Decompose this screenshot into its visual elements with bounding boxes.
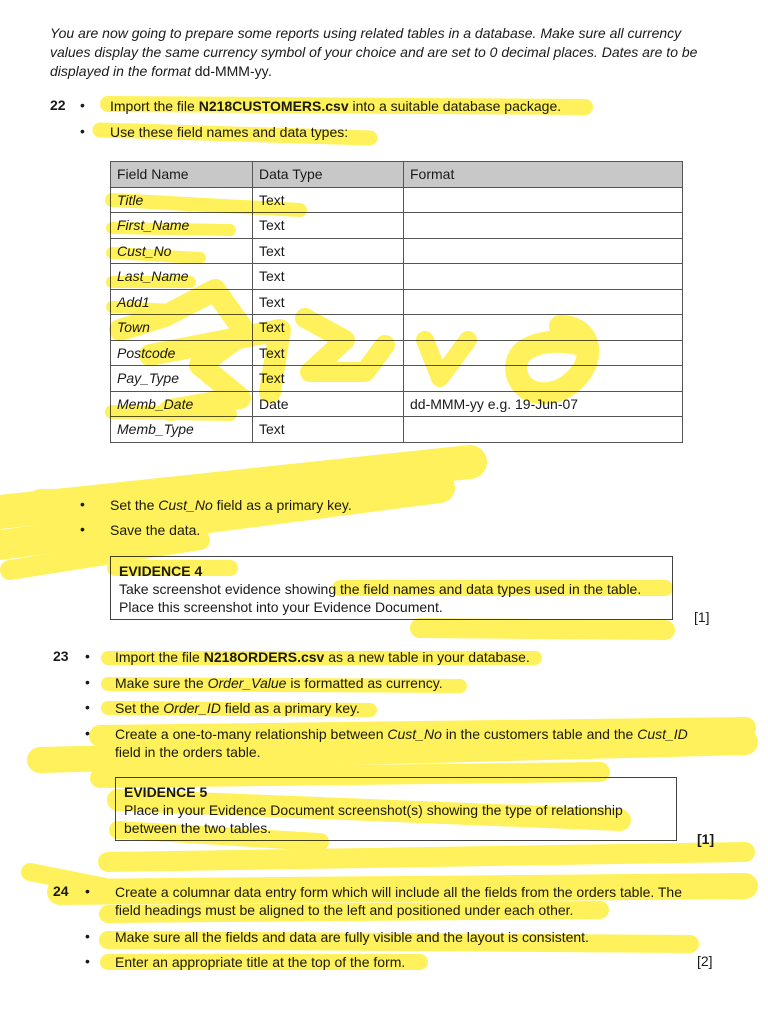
q24-title-instruction: Enter an appropriate title at the top of the form. — [115, 954, 406, 970]
evidence-4-marks: [1] — [694, 609, 710, 625]
table-row — [111, 391, 683, 417]
evidence-5-title: EVIDENCE 5 — [124, 784, 208, 800]
evidence-4-line-2: Place this screenshot into your Evidence Document. — [119, 599, 443, 615]
field-name-cell: First_Name — [111, 213, 253, 239]
table-row — [111, 417, 683, 443]
q23-relationship-field-2: Cust_ID — [637, 726, 688, 742]
q24-marks: [2] — [697, 953, 713, 969]
question-number-24: 24 — [53, 883, 69, 899]
evidence-4-title: EVIDENCE 4 — [119, 563, 203, 579]
q22-primary-key-instruction: Set the Cust_No field as a primary key. — [110, 497, 352, 513]
format-cell — [404, 213, 683, 239]
q24-form-instruction-cont: field headings must be aligned to the left and positioned under each other. — [115, 902, 574, 918]
column-header-format: Format — [404, 162, 683, 188]
data-type-cell: Text — [253, 289, 404, 315]
bullet: • — [85, 953, 90, 969]
q22-primary-key-field: Cust_No — [158, 497, 213, 513]
table-row — [111, 213, 683, 239]
q23-import-instruction: Import the file N218ORDERS.csv as a new table in your database. — [115, 649, 530, 665]
bullet: • — [80, 496, 85, 512]
format-cell — [404, 417, 683, 443]
format-cell — [404, 289, 683, 315]
format-cell — [404, 238, 683, 264]
bullet: • — [80, 123, 85, 139]
q23-currency-instruction: Make sure the Order_Value is formatted as currency. — [115, 675, 443, 691]
table-row — [111, 366, 683, 392]
q23-relationship-instruction: Create a one-to-many relationship between Cust_No in the customers table and the Cust_ID — [115, 726, 688, 742]
table-row — [111, 238, 683, 264]
intro-date-format: dd-MMM-yy — [194, 63, 269, 79]
column-header-data-type: Data Type — [253, 162, 404, 188]
bullet: • — [85, 928, 90, 944]
question-number-22: 22 — [50, 97, 66, 113]
format-cell — [404, 187, 683, 213]
evidence-5-box — [115, 777, 677, 841]
bullet: • — [85, 883, 90, 899]
q24-form-instruction: Create a columnar data entry form which will include all the fields from the orders table. The — [115, 884, 683, 900]
data-type-cell: Text — [253, 187, 404, 213]
format-cell: dd-MMM-yy e.g. 19-Jun-07 — [404, 391, 683, 417]
data-type-cell: Text — [253, 417, 404, 443]
field-name-cell: Pay_Type — [111, 366, 253, 392]
field-name-cell: Cust_No — [111, 238, 253, 264]
q22-import-filename: N218CUSTOMERS.csv — [198, 98, 349, 114]
q22-import-instruction: Import the file N218CUSTOMERS.csv into a suitable database package. — [110, 98, 562, 114]
intro-period: . — [268, 63, 273, 79]
data-type-cell: Text — [253, 238, 404, 264]
field-definitions-table — [110, 161, 683, 443]
data-type-cell: Text — [253, 315, 404, 341]
table-row — [111, 340, 683, 366]
table-row — [111, 289, 683, 315]
data-type-cell: Text — [253, 340, 404, 366]
q22-save-instruction: Save the data. — [110, 522, 201, 538]
evidence-5-line-2: between the two tables. — [124, 820, 272, 836]
bullet: • — [80, 97, 85, 113]
data-type-cell: Date — [253, 391, 404, 417]
data-type-cell: Text — [253, 366, 404, 392]
table-row — [111, 315, 683, 341]
q23-relationship-field-1: Cust_No — [387, 726, 442, 742]
format-cell — [404, 315, 683, 341]
table-row — [111, 187, 683, 213]
data-type-cell: Text — [253, 213, 404, 239]
intro-text: You are now going to prepare some reports using related tables in a database. Make sure all currency values display the same currency symbol of your choice and are set to 0 decimal places. Dates are to be displayed in the format — [50, 25, 698, 79]
q23-primary-key-instruction: Set the Order_ID field as a primary key. — [115, 700, 360, 716]
column-header-field-name: Field Name — [111, 162, 253, 188]
bullet: • — [85, 699, 90, 715]
field-name-cell: Memb_Type — [111, 417, 253, 443]
field-name-cell: Postcode — [111, 340, 253, 366]
table-row — [111, 264, 683, 290]
q23-relationship-instruction-cont: field in the orders table. — [115, 744, 261, 760]
format-cell — [404, 340, 683, 366]
field-name-cell: Memb_Date — [111, 391, 253, 417]
evidence-5-line-1: Place in your Evidence Document screenshot(s) showing the type of relationship — [124, 802, 623, 818]
evidence-5-marks: [1] — [697, 831, 715, 847]
q23-import-filename: N218ORDERS.csv — [203, 649, 325, 665]
format-cell — [404, 366, 683, 392]
intro-paragraph — [50, 24, 720, 81]
q22-use-fields-instruction: Use these field names and data types: — [110, 124, 349, 140]
field-name-cell: Title — [111, 187, 253, 213]
question-number-23: 23 — [53, 648, 69, 664]
format-cell — [404, 264, 683, 290]
q23-primary-key-field: Order_ID — [163, 700, 221, 716]
bullet: • — [80, 521, 85, 537]
q24-visible-instruction: Make sure all the fields and data are fully visible and the layout is consistent. — [115, 929, 589, 945]
evidence-4-line-1: Take screenshot evidence showing the field names and data types used in the table. — [119, 581, 642, 597]
field-name-cell: Town — [111, 315, 253, 341]
bullet: • — [85, 674, 90, 690]
field-name-cell: Add1 — [111, 289, 253, 315]
data-type-cell: Text — [253, 264, 404, 290]
table-header-row — [111, 162, 683, 188]
evidence-4-box — [110, 556, 673, 620]
q23-currency-field: Order_Value — [207, 675, 287, 691]
bullet: • — [85, 725, 90, 741]
field-name-cell: Last_Name — [111, 264, 253, 290]
bullet: • — [85, 648, 90, 664]
